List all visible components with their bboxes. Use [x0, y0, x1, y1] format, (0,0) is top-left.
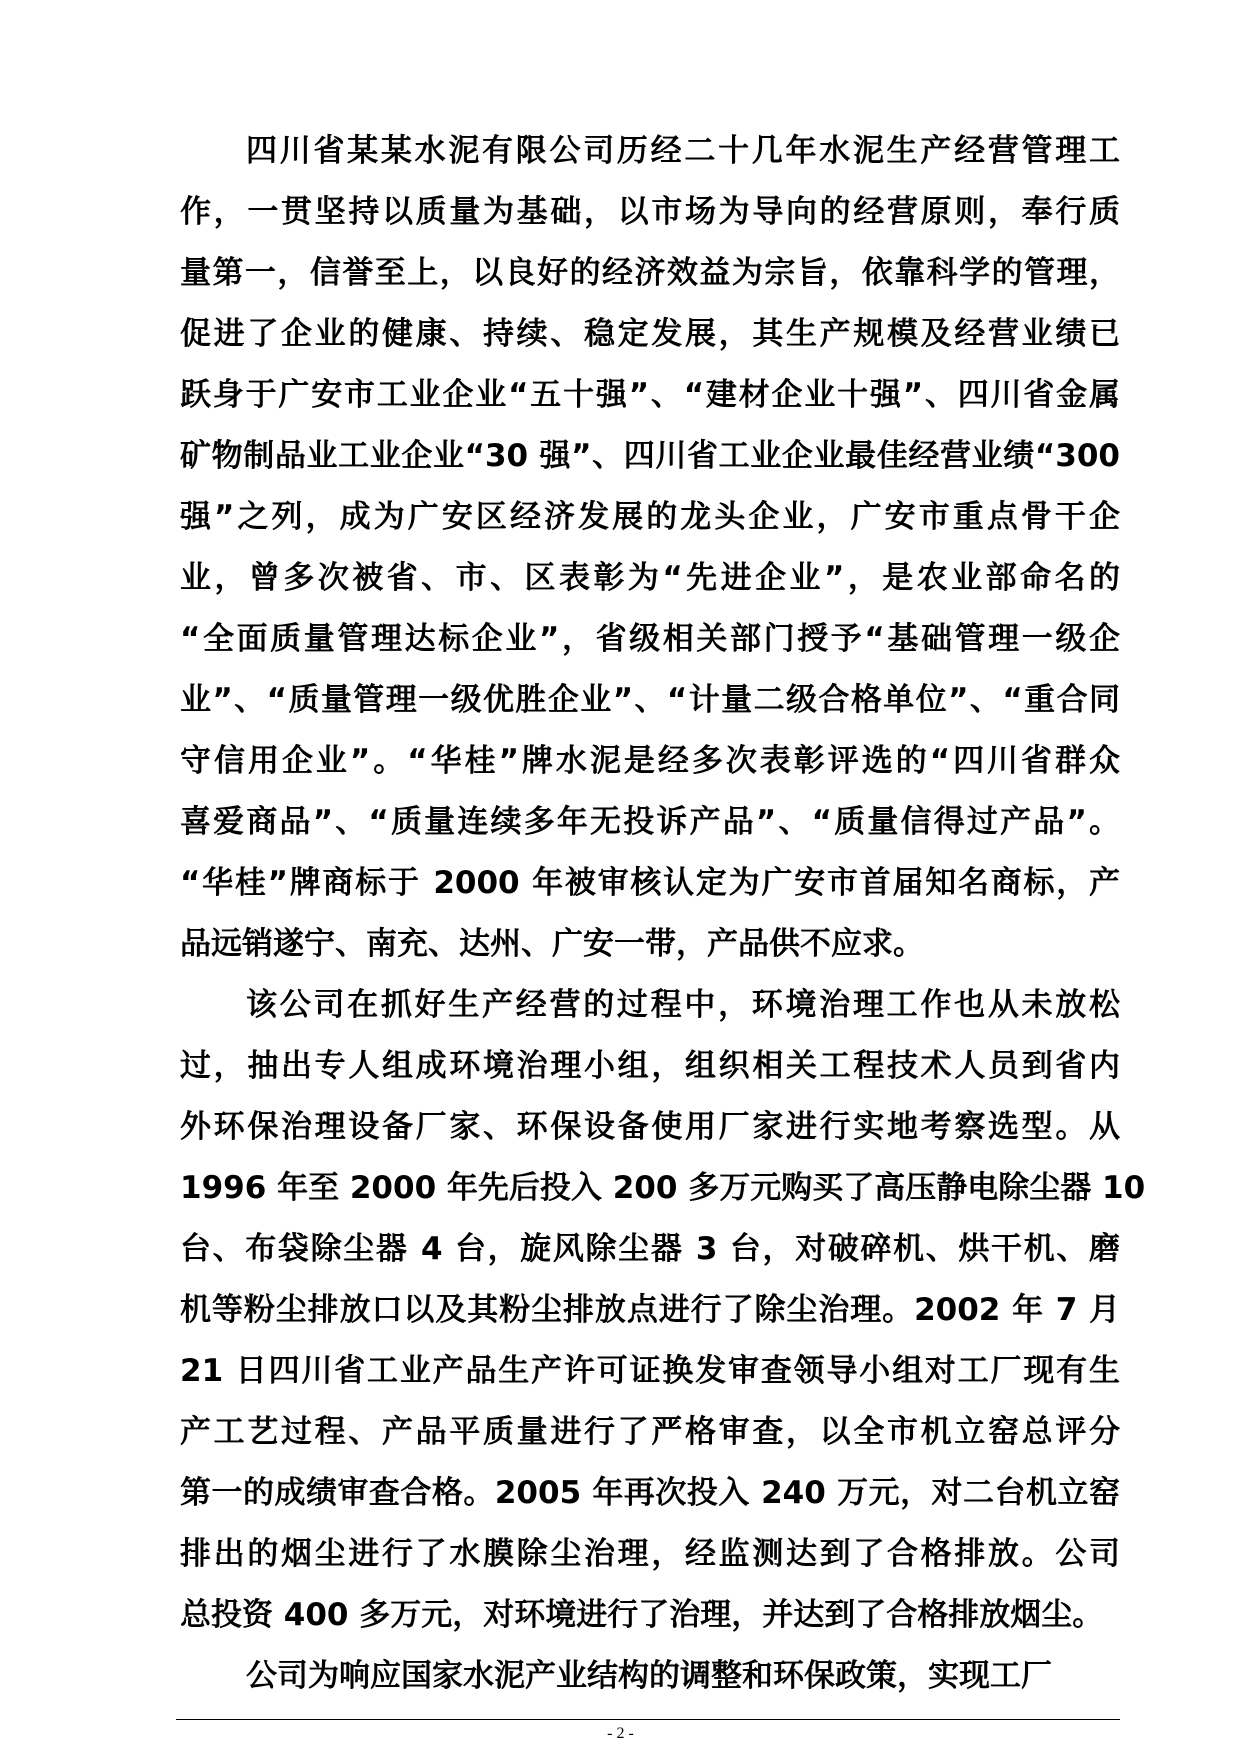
text-line: 四川省某某水泥有限公司历经二十几年水泥生产经营管理工 — [246, 133, 1120, 169]
footer-rule — [176, 1719, 1120, 1720]
text-line: 量第一，信誉至上，以良好的经济效益为宗旨，依靠科学的管理， — [180, 255, 1120, 291]
text-line: 产工艺过程、产品平质量进行了严格审查，以全市机立窑总评分 — [180, 1414, 1120, 1450]
text-line: 公司为响应国家水泥产业结构的调整和环保政策，实现工厂 — [246, 1658, 1052, 1694]
page-number: - 2 - — [607, 1725, 634, 1742]
text-line: 作，一贯坚持以质量为基础，以市场为导向的经营原则，奉行质 — [180, 194, 1120, 230]
text-line: 总投资 400 多万元，对环境进行了治理，并达到了合格排放烟尘。 — [180, 1597, 1104, 1633]
text-line: 喜爱商品”、“质量连续多年无投诉产品”、“质量信得过产品”。 — [180, 804, 1120, 840]
text-line: 第一的成绩审查合格。2005 年再次投入 240 万元，对二台机立窑 — [180, 1475, 1120, 1511]
text-line: 品远销遂宁、南充、达州、广安一带，产品供不应求。 — [180, 926, 924, 962]
text-line: 台、布袋除尘器 4 台，旋风除尘器 3 台，对破碎机、烘干机、磨 — [180, 1231, 1120, 1267]
text-line: 过，抽出专人组成环境治理小组，组织相关工程技术人员到省内 — [180, 1048, 1120, 1084]
text-line: 跃身于广安市工业企业“五十强”、“建材企业十强”、四川省金属 — [180, 377, 1120, 413]
text-line: 1996 年至 2000 年先后投入 200 多万元购买了高压静电除尘器 10 — [180, 1170, 1146, 1206]
text-line: 守信用企业”。“华桂”牌水泥是经多次表彰评选的“四川省群众 — [180, 743, 1120, 779]
text-line: 21 日四川省工业产品生产许可证换发审查领导小组对工厂现有生 — [180, 1353, 1120, 1389]
text-line: “华桂”牌商标于 2000 年被审核认定为广安市首届知名商标，产 — [180, 865, 1120, 901]
text-line: 矿物制品业工业企业“30 强”、四川省工业企业最佳经营业绩“300 — [180, 438, 1120, 474]
text-line: 排出的烟尘进行了水膜除尘治理，经监测达到了合格排放。公司 — [180, 1536, 1120, 1572]
text-line: 机等粉尘排放口以及其粉尘排放点进行了除尘治理。2002 年 7 月 — [180, 1292, 1120, 1328]
text-line: 促进了企业的健康、持续、稳定发展，其生产规模及经营业绩已 — [180, 316, 1120, 352]
text-line: 外环保治理设备厂家、环保设备使用厂家进行实地考察选型。从 — [180, 1109, 1120, 1145]
text-line: 业，曾多次被省、市、区表彰为“先进企业”，是农业部命名的 — [180, 560, 1120, 596]
text-line: 强”之列，成为广安区经济发展的龙头企业，广安市重点骨干企 — [180, 499, 1120, 535]
text-line: 该公司在抓好生产经营的过程中，环境治理工作也从未放松 — [246, 987, 1120, 1023]
text-line: 业”、“质量管理一级优胜企业”、“计量二级合格单位”、“重合同 — [180, 682, 1120, 718]
text-line: “全面质量管理达标企业”，省级相关部门授予“基础管理一级企 — [180, 621, 1120, 657]
